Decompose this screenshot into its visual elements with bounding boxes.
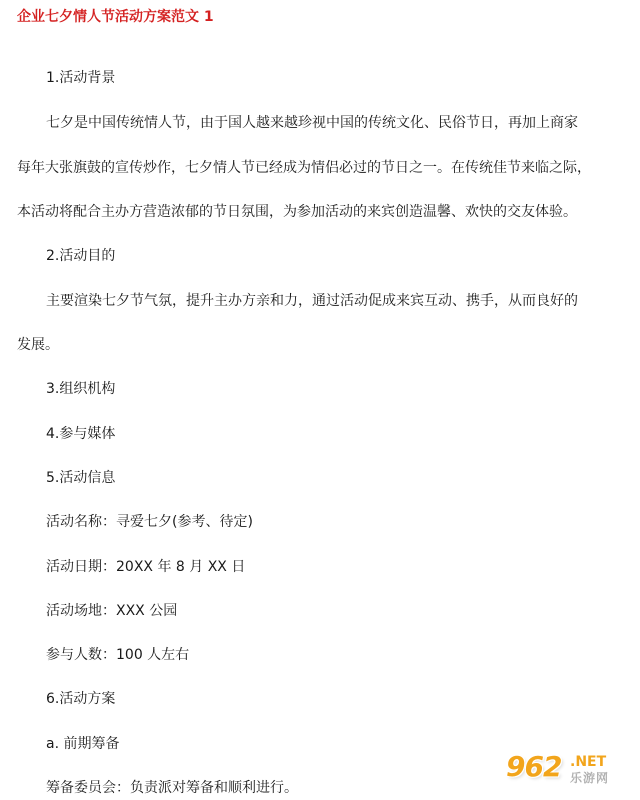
paragraph-line: 七夕是中国传统情人节，由于国人越来越珍视中国的传统文化、民俗节日，再加上商家 bbox=[46, 115, 578, 131]
watermark-subtitle: 乐游网 bbox=[570, 771, 610, 785]
document-title: 企业七夕情人节活动方案范文 1 bbox=[17, 9, 214, 25]
section-heading-media: 4.参与媒体 bbox=[46, 426, 116, 442]
info-line-venue: 活动场地：XXX 公园 bbox=[46, 603, 178, 619]
site-watermark bbox=[506, 750, 634, 794]
paragraph-line: 每年大张旗鼓的宣传炒作，七夕情人节已经成为情侣必过的节日之一。在传统佳节来临之际， bbox=[17, 160, 591, 176]
paragraph-line: 本活动将配合主办方营造浓郁的节日氛围，为参加活动的来宾创造温馨、欢快的交友体验。 bbox=[17, 204, 577, 220]
paragraph-line: 主要渲染七夕节气氛，提升主办方亲和力，通过活动促成来宾互动、携手，从而良好的 bbox=[46, 293, 578, 309]
info-line-date: 活动日期：20XX 年 8 月 XX 日 bbox=[46, 559, 246, 575]
section-heading-purpose: 2.活动目的 bbox=[46, 248, 116, 264]
paragraph-line: 发展。 bbox=[17, 337, 59, 353]
info-line-participants: 参与人数：100 人左右 bbox=[46, 647, 190, 663]
watermark-suffix: .NET bbox=[570, 754, 607, 770]
section-heading-info: 5.活动信息 bbox=[46, 470, 116, 486]
watermark-logo: 962 bbox=[506, 750, 562, 783]
subsection-heading-prep: a. 前期筹备 bbox=[46, 736, 120, 752]
section-heading-plan: 6.活动方案 bbox=[46, 691, 116, 707]
section-heading-background: 1.活动背景 bbox=[46, 70, 116, 86]
section-heading-organization: 3.组织机构 bbox=[46, 381, 116, 397]
paragraph-line: 筹备委员会：负责派对筹备和顺利进行。 bbox=[46, 780, 298, 796]
info-line-name: 活动名称：寻爱七夕(参考、待定) bbox=[46, 514, 253, 530]
